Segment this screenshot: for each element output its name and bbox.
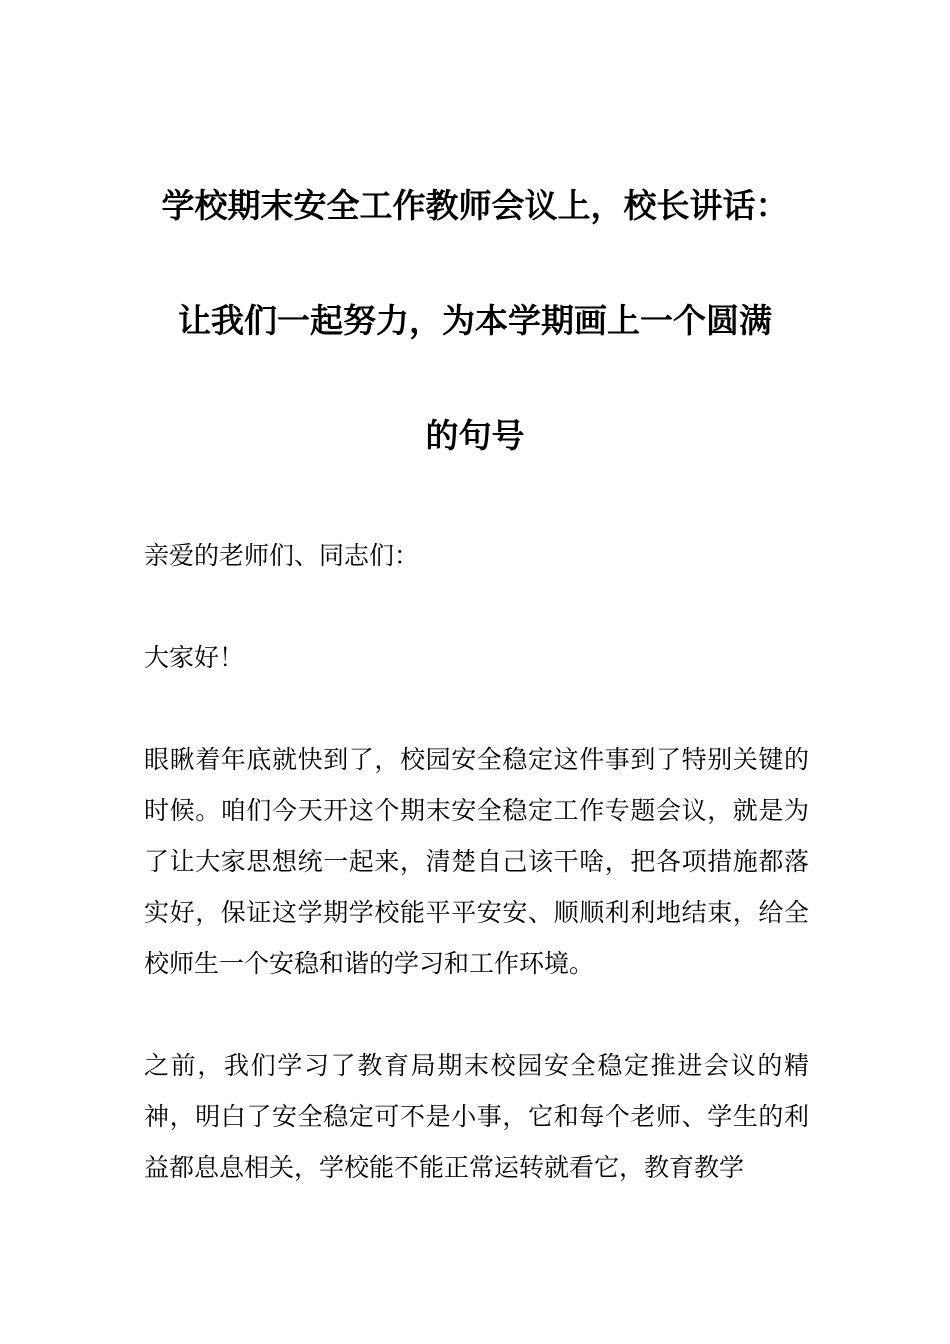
paragraph-1: 眼瞅着年底就快到了，校园安全稳定这件事到了特别关键的时候。咱们今天开这个期末安全稳定工作专题会议，就是为了让大家思想统一起来，清楚自己该干啥，把各项措施都落实好，保证这学期学校能平平安安、顺顺利利地结束，给全校师生一个安稳和谐的学习和工作环境。 xyxy=(144,745,809,978)
document-body xyxy=(144,530,809,1244)
title-line-3: 的句号 xyxy=(425,416,525,455)
paragraph-2: 之前，我们学习了教育局期末校园安全稳定推进会议的精神，明白了安全稳定可不是小事，它和每个老师、学生的利益都息息相关，学校能不能正常运转就看它，教育教学 xyxy=(144,1051,809,1182)
title-line-1: 学校期末安全工作教师会议上，校长讲话： xyxy=(161,186,789,225)
title-line-2: 让我们一起努力，为本学期画上一个圆满 xyxy=(178,301,772,340)
salutation: 亲爱的老师们、同志们： xyxy=(144,541,420,570)
document-title xyxy=(140,148,810,493)
greeting: 大家好！ xyxy=(144,643,245,672)
